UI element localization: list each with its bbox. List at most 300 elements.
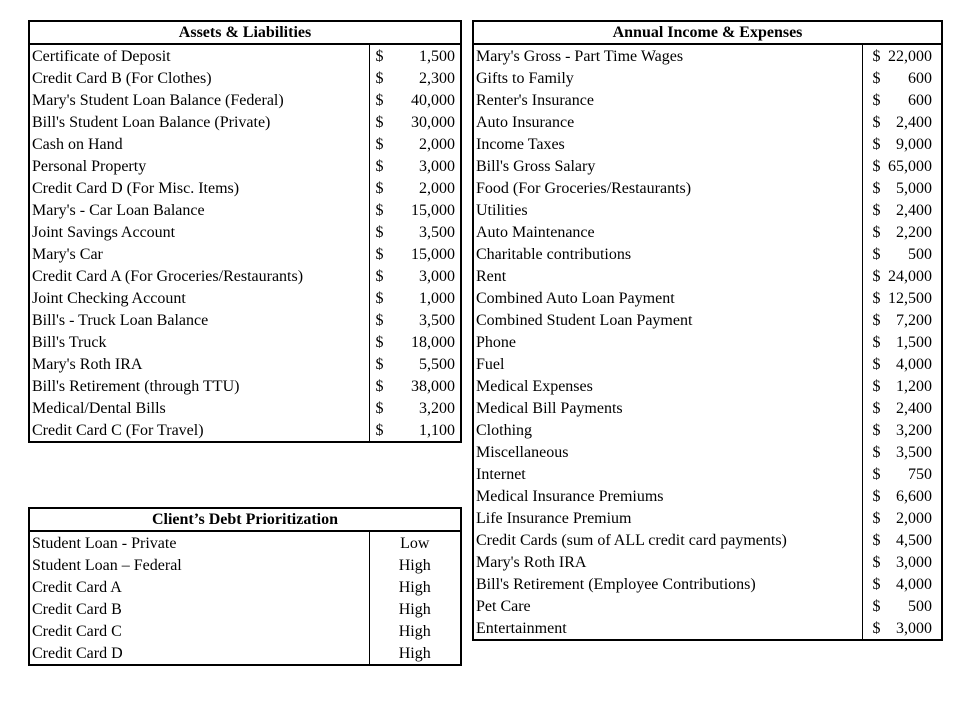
asset-money [372,134,459,155]
income-amount-cell [862,67,942,89]
asset-money [372,420,459,441]
income-amount: 2,400 [896,201,932,219]
asset-amount-cell [369,243,461,265]
income-row [473,617,942,640]
income-title: Annual Income & Expenses [473,21,942,44]
income-amount-cell [862,155,942,177]
debt-prioritization-table [28,507,462,666]
asset-label: Credit Card A (For Groceries/Restaurants) [29,265,369,287]
income-expenses-table [472,20,943,641]
income-amount-cell [862,89,942,111]
income-currency: $ [872,487,881,505]
income-label: Miscellaneous [473,441,862,463]
income-row [473,551,942,573]
income-row [473,419,942,441]
income-row [473,155,942,177]
asset-currency: $ [375,201,384,219]
income-label: Combined Auto Loan Payment [473,287,862,309]
asset-label: Bill's - Truck Loan Balance [29,309,369,331]
income-money [869,112,936,133]
income-amount-cell [862,243,942,265]
asset-label: Credit Card C (For Travel) [29,419,369,442]
income-amount-cell [862,331,942,353]
asset-label: Joint Checking Account [29,287,369,309]
assets-title: Assets & Liabilities [29,21,461,44]
asset-row [29,133,461,155]
asset-amount-cell [369,419,461,442]
income-money [869,90,936,111]
income-amount-cell [862,463,942,485]
debt-label: Credit Card B [29,598,369,620]
income-amount: 600 [908,69,932,87]
income-label: Phone [473,331,862,353]
income-amount: 2,400 [896,399,932,417]
asset-amount: 1,100 [419,421,456,439]
income-row [473,89,942,111]
asset-row [29,331,461,353]
asset-amount-cell [369,265,461,287]
income-amount-cell [862,133,942,155]
income-currency: $ [872,377,881,395]
income-amount: 500 [908,245,932,263]
income-currency: $ [872,47,881,65]
asset-currency: $ [375,135,384,153]
debt-label: Credit Card C [29,620,369,642]
asset-amount: 3,500 [419,311,456,329]
asset-row [29,67,461,89]
income-currency: $ [872,245,881,263]
income-currency: $ [872,355,881,373]
asset-row [29,111,461,133]
income-label: Clothing [473,419,862,441]
income-amount: 3,500 [896,443,932,461]
asset-row [29,309,461,331]
asset-money [372,200,459,221]
income-amount: 1,200 [896,377,932,395]
income-amount-cell [862,573,942,595]
asset-label: Mary's Roth IRA [29,353,369,375]
asset-money [372,332,459,353]
income-currency: $ [872,91,881,109]
income-currency: $ [872,135,881,153]
income-row [473,111,942,133]
income-row [473,573,942,595]
income-amount: 4,000 [896,355,932,373]
asset-currency: $ [375,311,384,329]
asset-amount-cell [369,397,461,419]
income-row [473,529,942,551]
income-amount: 6,600 [896,487,932,505]
asset-amount-cell [369,199,461,221]
asset-amount: 2,300 [419,69,456,87]
income-currency: $ [872,619,881,637]
asset-amount: 3,500 [419,223,456,241]
asset-amount-cell [369,375,461,397]
asset-currency: $ [375,399,384,417]
income-money [869,530,936,551]
income-money [869,508,936,529]
income-amount: 500 [908,597,932,615]
income-amount-cell [862,419,942,441]
asset-amount: 15,000 [411,201,456,219]
income-currency: $ [872,69,881,87]
asset-row [29,243,461,265]
asset-label: Mary's Student Loan Balance (Federal) [29,89,369,111]
income-amount: 750 [908,465,932,483]
income-money [869,376,936,397]
income-currency: $ [872,421,881,439]
income-currency: $ [872,399,881,417]
income-row [473,353,942,375]
income-label: Fuel [473,353,862,375]
asset-money [372,112,459,133]
income-row [473,441,942,463]
income-label: Mary's Roth IRA [473,551,862,573]
income-amount-cell [862,287,942,309]
debt-row [29,576,461,598]
debt-row [29,642,461,665]
asset-currency: $ [375,179,384,197]
debt-priority: High [369,576,461,598]
asset-money [372,376,459,397]
income-currency: $ [872,267,881,285]
income-row [473,309,942,331]
income-amount-cell [862,529,942,551]
asset-amount: 1,000 [419,289,456,307]
debt-priority: High [369,642,461,665]
income-amount: 3,000 [896,619,932,637]
income-amount-cell [862,265,942,287]
asset-amount: 3,000 [419,157,456,175]
income-amount: 600 [908,91,932,109]
income-money [869,596,936,617]
asset-currency: $ [375,289,384,307]
income-money [869,398,936,419]
income-amount: 3,200 [896,421,932,439]
income-money [869,310,936,331]
income-amount-cell [862,551,942,573]
debt-body [29,531,461,665]
income-label: Rent [473,265,862,287]
income-money [869,222,936,243]
income-money [869,332,936,353]
income-label: Auto Maintenance [473,221,862,243]
asset-currency: $ [375,113,384,131]
income-label: Food (For Groceries/Restaurants) [473,177,862,199]
income-label: Mary's Gross - Part Time Wages [473,44,862,67]
asset-money [372,354,459,375]
asset-money [372,90,459,111]
income-currency: $ [872,157,881,175]
income-row [473,375,942,397]
income-row [473,44,942,67]
income-money [869,244,936,265]
asset-label: Personal Property [29,155,369,177]
asset-money [372,46,459,67]
income-label: Pet Care [473,595,862,617]
asset-row [29,199,461,221]
asset-amount: 18,000 [411,333,456,351]
debt-priority: High [369,598,461,620]
income-row [473,287,942,309]
income-label: Medical Bill Payments [473,397,862,419]
asset-amount-cell [369,133,461,155]
income-row [473,507,942,529]
income-label: Internet [473,463,862,485]
income-row [473,67,942,89]
income-amount: 65,000 [888,157,932,175]
income-row [473,265,942,287]
asset-money [372,288,459,309]
income-amount: 5,000 [896,179,932,197]
asset-amount: 5,500 [419,355,456,373]
debt-label: Student Loan – Federal [29,554,369,576]
income-amount: 1,500 [896,333,932,351]
income-money [869,552,936,573]
asset-amount-cell [369,309,461,331]
income-money [869,354,936,375]
income-money [869,134,936,155]
asset-row [29,419,461,442]
income-amount-cell [862,199,942,221]
asset-amount: 2,000 [419,179,456,197]
income-currency: $ [872,113,881,131]
asset-label: Mary's - Car Loan Balance [29,199,369,221]
income-amount-cell [862,44,942,67]
income-row [473,485,942,507]
income-row [473,397,942,419]
asset-label: Bill's Student Loan Balance (Private) [29,111,369,133]
income-amount-cell [862,485,942,507]
asset-money [372,244,459,265]
income-amount: 2,200 [896,223,932,241]
income-amount: 4,500 [896,531,932,549]
income-label: Income Taxes [473,133,862,155]
asset-row [29,287,461,309]
debt-row [29,554,461,576]
asset-amount-cell [369,287,461,309]
asset-row [29,89,461,111]
asset-label: Mary's Car [29,243,369,265]
income-label: Credit Cards (sum of ALL credit card payments) [473,529,862,551]
income-row [473,221,942,243]
income-amount-cell [862,111,942,133]
debt-header-row [29,508,461,531]
income-money [869,46,936,67]
asset-row [29,353,461,375]
assets-body [29,44,461,442]
income-amount: 9,000 [896,135,932,153]
asset-row [29,397,461,419]
asset-amount: 30,000 [411,113,456,131]
asset-amount: 40,000 [411,91,456,109]
income-row [473,331,942,353]
income-currency: $ [872,289,881,307]
income-label: Charitable contributions [473,243,862,265]
income-money [869,442,936,463]
income-currency: $ [872,531,881,549]
debt-priority: High [369,620,461,642]
income-row [473,199,942,221]
asset-money [372,398,459,419]
income-money [869,618,936,639]
income-money [869,156,936,177]
income-amount: 3,000 [896,553,932,571]
asset-label: Certificate of Deposit [29,44,369,67]
asset-amount: 2,000 [419,135,456,153]
asset-amount-cell [369,353,461,375]
asset-currency: $ [375,47,384,65]
income-label: Auto Insurance [473,111,862,133]
assets-header-row [29,21,461,44]
asset-currency: $ [375,223,384,241]
asset-row [29,221,461,243]
income-money [869,68,936,89]
asset-currency: $ [375,421,384,439]
income-amount-cell [862,375,942,397]
income-label: Renter's Insurance [473,89,862,111]
income-row [473,177,942,199]
income-label: Medical Expenses [473,375,862,397]
income-money [869,200,936,221]
asset-amount: 3,200 [419,399,456,417]
income-amount: 7,200 [896,311,932,329]
asset-amount-cell [369,44,461,67]
income-currency: $ [872,223,881,241]
income-amount-cell [862,507,942,529]
asset-currency: $ [375,333,384,351]
asset-amount: 3,000 [419,267,456,285]
income-amount-cell [862,595,942,617]
income-amount-cell [862,177,942,199]
asset-currency: $ [375,267,384,285]
asset-money [372,310,459,331]
income-money [869,178,936,199]
asset-amount: 1,500 [419,47,456,65]
asset-label: Credit Card B (For Clothes) [29,67,369,89]
asset-amount-cell [369,331,461,353]
debt-title: Client’s Debt Prioritization [29,508,461,531]
asset-currency: $ [375,355,384,373]
income-amount-cell [862,441,942,463]
asset-label: Bill's Truck [29,331,369,353]
debt-row [29,620,461,642]
asset-amount-cell [369,89,461,111]
asset-row [29,155,461,177]
asset-amount-cell [369,67,461,89]
income-currency: $ [872,575,881,593]
income-row [473,595,942,617]
income-currency: $ [872,443,881,461]
income-currency: $ [872,597,881,615]
asset-row [29,44,461,67]
asset-amount: 15,000 [411,245,456,263]
income-row [473,243,942,265]
income-money [869,486,936,507]
income-amount-cell [862,221,942,243]
asset-currency: $ [375,69,384,87]
income-amount-cell [862,309,942,331]
asset-label: Medical/Dental Bills [29,397,369,419]
income-currency: $ [872,333,881,351]
asset-money [372,156,459,177]
asset-row [29,265,461,287]
income-money [869,288,936,309]
income-row [473,463,942,485]
asset-amount-cell [369,111,461,133]
debt-label: Credit Card A [29,576,369,598]
asset-amount-cell [369,221,461,243]
debt-priority: High [369,554,461,576]
debt-row [29,598,461,620]
asset-currency: $ [375,91,384,109]
asset-label: Joint Savings Account [29,221,369,243]
asset-currency: $ [375,377,384,395]
asset-currency: $ [375,157,384,175]
asset-money [372,222,459,243]
income-currency: $ [872,179,881,197]
income-body [473,44,942,640]
debt-label: Student Loan - Private [29,531,369,554]
asset-amount-cell [369,177,461,199]
income-currency: $ [872,509,881,527]
income-amount: 24,000 [888,267,932,285]
income-amount: 2,000 [896,509,932,527]
income-money [869,420,936,441]
asset-row [29,177,461,199]
income-amount-cell [862,617,942,640]
assets-liabilities-table [28,20,462,443]
income-amount-cell [862,353,942,375]
asset-row [29,375,461,397]
income-label: Gifts to Family [473,67,862,89]
asset-amount-cell [369,155,461,177]
income-label: Entertainment [473,617,862,640]
income-money [869,574,936,595]
asset-money [372,178,459,199]
asset-money [372,68,459,89]
income-amount: 12,500 [888,289,932,307]
income-label: Life Insurance Premium [473,507,862,529]
debt-label: Credit Card D [29,642,369,665]
asset-money [372,266,459,287]
income-currency: $ [872,553,881,571]
asset-amount: 38,000 [411,377,456,395]
income-label: Medical Insurance Premiums [473,485,862,507]
income-label: Combined Student Loan Payment [473,309,862,331]
debt-row [29,531,461,554]
income-amount-cell [862,397,942,419]
income-label: Bill's Gross Salary [473,155,862,177]
income-currency: $ [872,311,881,329]
income-money [869,464,936,485]
income-amount: 4,000 [896,575,932,593]
debt-priority: Low [369,531,461,554]
income-money [869,266,936,287]
income-amount: 2,400 [896,113,932,131]
income-currency: $ [872,201,881,219]
income-currency: $ [872,465,881,483]
asset-label: Credit Card D (For Misc. Items) [29,177,369,199]
asset-label: Cash on Hand [29,133,369,155]
asset-currency: $ [375,245,384,263]
income-header-row [473,21,942,44]
income-amount: 22,000 [888,47,932,65]
income-label: Utilities [473,199,862,221]
asset-label: Bill's Retirement (through TTU) [29,375,369,397]
income-row [473,133,942,155]
income-label: Bill's Retirement (Employee Contributions) [473,573,862,595]
